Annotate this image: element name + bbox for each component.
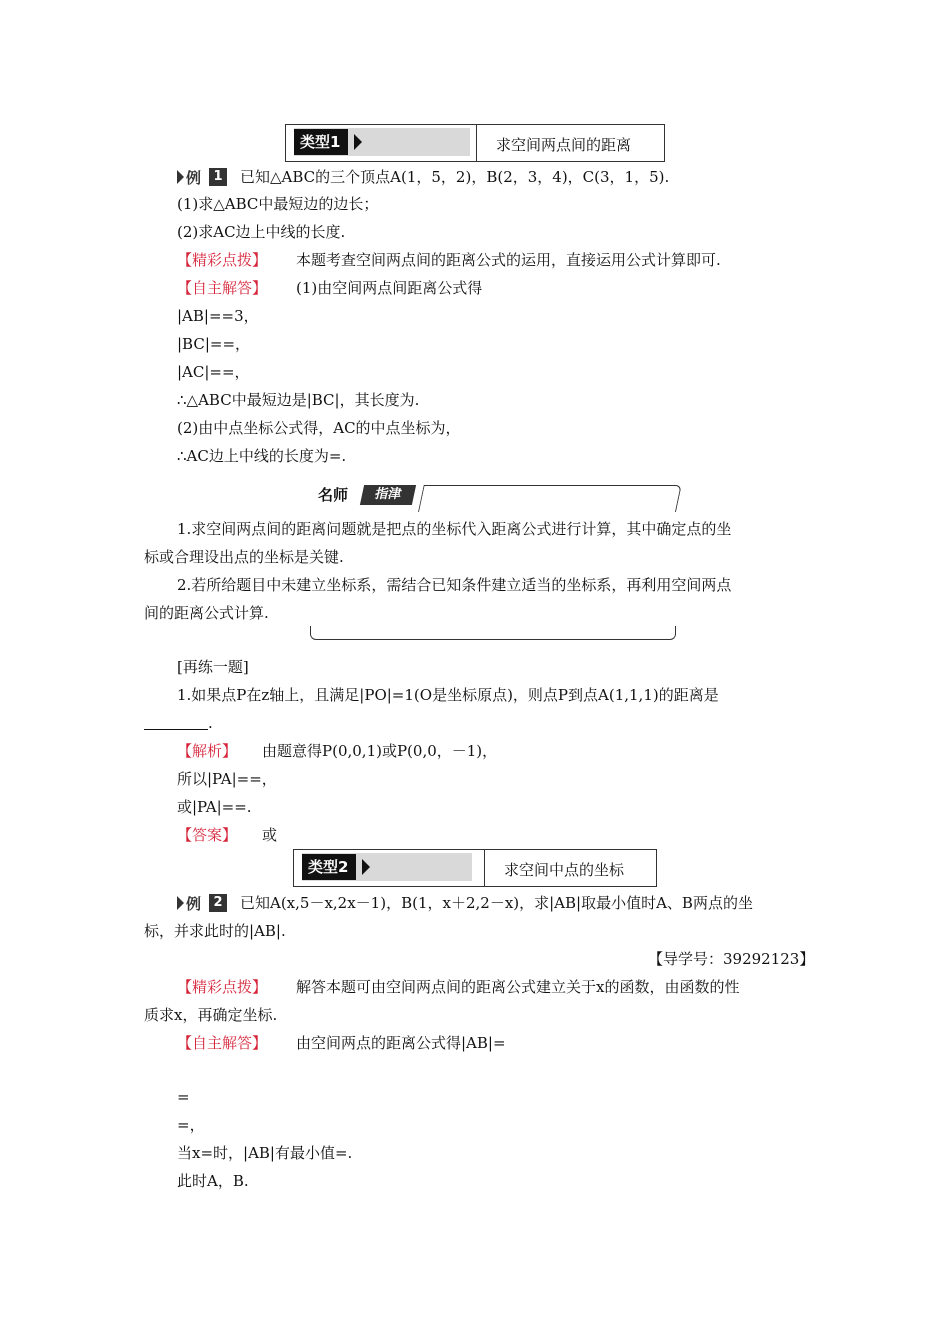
practice-l2: 或|PA|==.	[177, 798, 252, 816]
practice-ans-label: 【答案】	[177, 826, 238, 844]
example1-mark	[177, 167, 231, 187]
triangle-right-icon	[177, 896, 184, 910]
answer-blank	[144, 715, 208, 730]
teacher-frame-top	[418, 485, 682, 512]
ex2-when: 当x=时，|AB|有最小值=.	[177, 1144, 353, 1162]
ex1-hint-label: 【精彩点拨】	[177, 251, 268, 269]
teacher-p2b: 间的距离公式计算.	[144, 604, 269, 622]
ex1-sol1: (1)由空间两点间距离公式得	[296, 279, 483, 297]
ex1-stem: 已知△ABC的三个顶点A(1，5，2)，B(2，3，4)，C(3，1，5).	[240, 168, 670, 186]
ex1-median: ∴AC边上中线的长度为=.	[177, 447, 347, 465]
ex1-bc: |BC|==，	[177, 335, 251, 353]
type2-divider	[484, 850, 485, 886]
type2-label: 类型2	[302, 854, 356, 880]
practice-q1b	[144, 713, 213, 733]
example-word: 例	[186, 895, 202, 913]
practice-heading: [再练一题]	[177, 658, 249, 676]
ex2-hint-a: 解答本题可由空间两点间的距离公式建立关于x的函数，由函数的性	[296, 978, 740, 996]
teacher-p2a: 2.若所给题目中未建立坐标系，需结合已知条件建立适当的坐标系，再利用空间两点	[177, 576, 732, 594]
type2-tag	[302, 853, 472, 881]
arrow-right-icon	[362, 859, 370, 875]
type2-box	[293, 849, 657, 887]
type1-tag	[294, 128, 470, 156]
type1-label: 类型1	[294, 129, 348, 155]
ex2-sol-label: 【自主解答】	[177, 1034, 268, 1052]
example-number: 1	[209, 168, 227, 186]
teacher-frame-bottom	[310, 626, 676, 640]
teacher-p1b: 标或合理设出点的坐标是关键.	[144, 548, 344, 566]
type1-title: 求空间两点间的距离	[496, 136, 632, 154]
ex2-sol1: 由空间两点的距离公式得|AB|=	[296, 1034, 506, 1052]
ex1-q2: (2)求AC边上中线的长度.	[177, 223, 346, 241]
example2-mark	[177, 893, 231, 913]
ex2-hint-b: 质求x，再确定坐标.	[144, 1006, 278, 1024]
ex2-guide: 【导学号：39292123】	[648, 950, 815, 968]
ex1-q1: (1)求△ABC中最短边的边长；	[177, 195, 379, 213]
example-word: 例	[186, 169, 202, 187]
teacher-tips-header	[310, 482, 676, 512]
practice-q1b-end: .	[208, 714, 213, 732]
triangle-right-icon	[177, 170, 184, 184]
teacher-badge: 指津	[360, 485, 416, 505]
ex2-eq1: =	[177, 1088, 190, 1106]
ex1-sol-label: 【自主解答】	[177, 279, 268, 297]
ex2-stem-a: 已知A(x,5－x,2x－1)，B(1，x＋2,2－x)，求|AB|取最小值时A、B两点的坐	[240, 894, 753, 912]
practice-ans: 或	[262, 826, 278, 844]
ex1-midpoint: (2)由中点坐标公式得，AC的中点坐标为，	[177, 419, 461, 437]
example-number: 2	[209, 894, 227, 912]
ex1-hint: 本题考查空间两点间的距离公式的运用，直接运用公式计算即可.	[296, 251, 721, 269]
ex1-ac: |AC|==，	[177, 363, 250, 381]
type1-box	[285, 124, 665, 162]
teacher-p1a: 1.求空间两点间的距离问题就是把点的坐标代入距离公式进行计算，其中确定点的坐	[177, 520, 732, 538]
ex2-hint-label: 【精彩点拨】	[177, 978, 268, 996]
arrow-right-icon	[354, 134, 362, 150]
ex2-eq2: =，	[177, 1116, 205, 1134]
ex1-conclusion: ∴△ABC中最短边是|BC|，其长度为.	[177, 391, 420, 409]
practice-q1a: 1.如果点P在z轴上，且满足|PO|=1(O是坐标原点)，则点P到点A(1,1,1)的距离是	[177, 686, 719, 704]
teacher-label: 名师	[318, 486, 349, 504]
ex1-ab: |AB|==3，	[177, 307, 259, 325]
type2-title: 求空间中点的坐标	[504, 861, 625, 879]
practice-ana: 由题意得P(0,0,1)或P(0,0，－1)，	[262, 742, 498, 760]
practice-l1: 所以|PA|==，	[177, 770, 277, 788]
practice-ana-label: 【解析】	[177, 742, 238, 760]
type1-divider	[476, 125, 477, 161]
ex2-stem-b: 标，并求此时的|AB|.	[144, 922, 286, 940]
ex2-then: 此时A，B.	[177, 1172, 249, 1190]
